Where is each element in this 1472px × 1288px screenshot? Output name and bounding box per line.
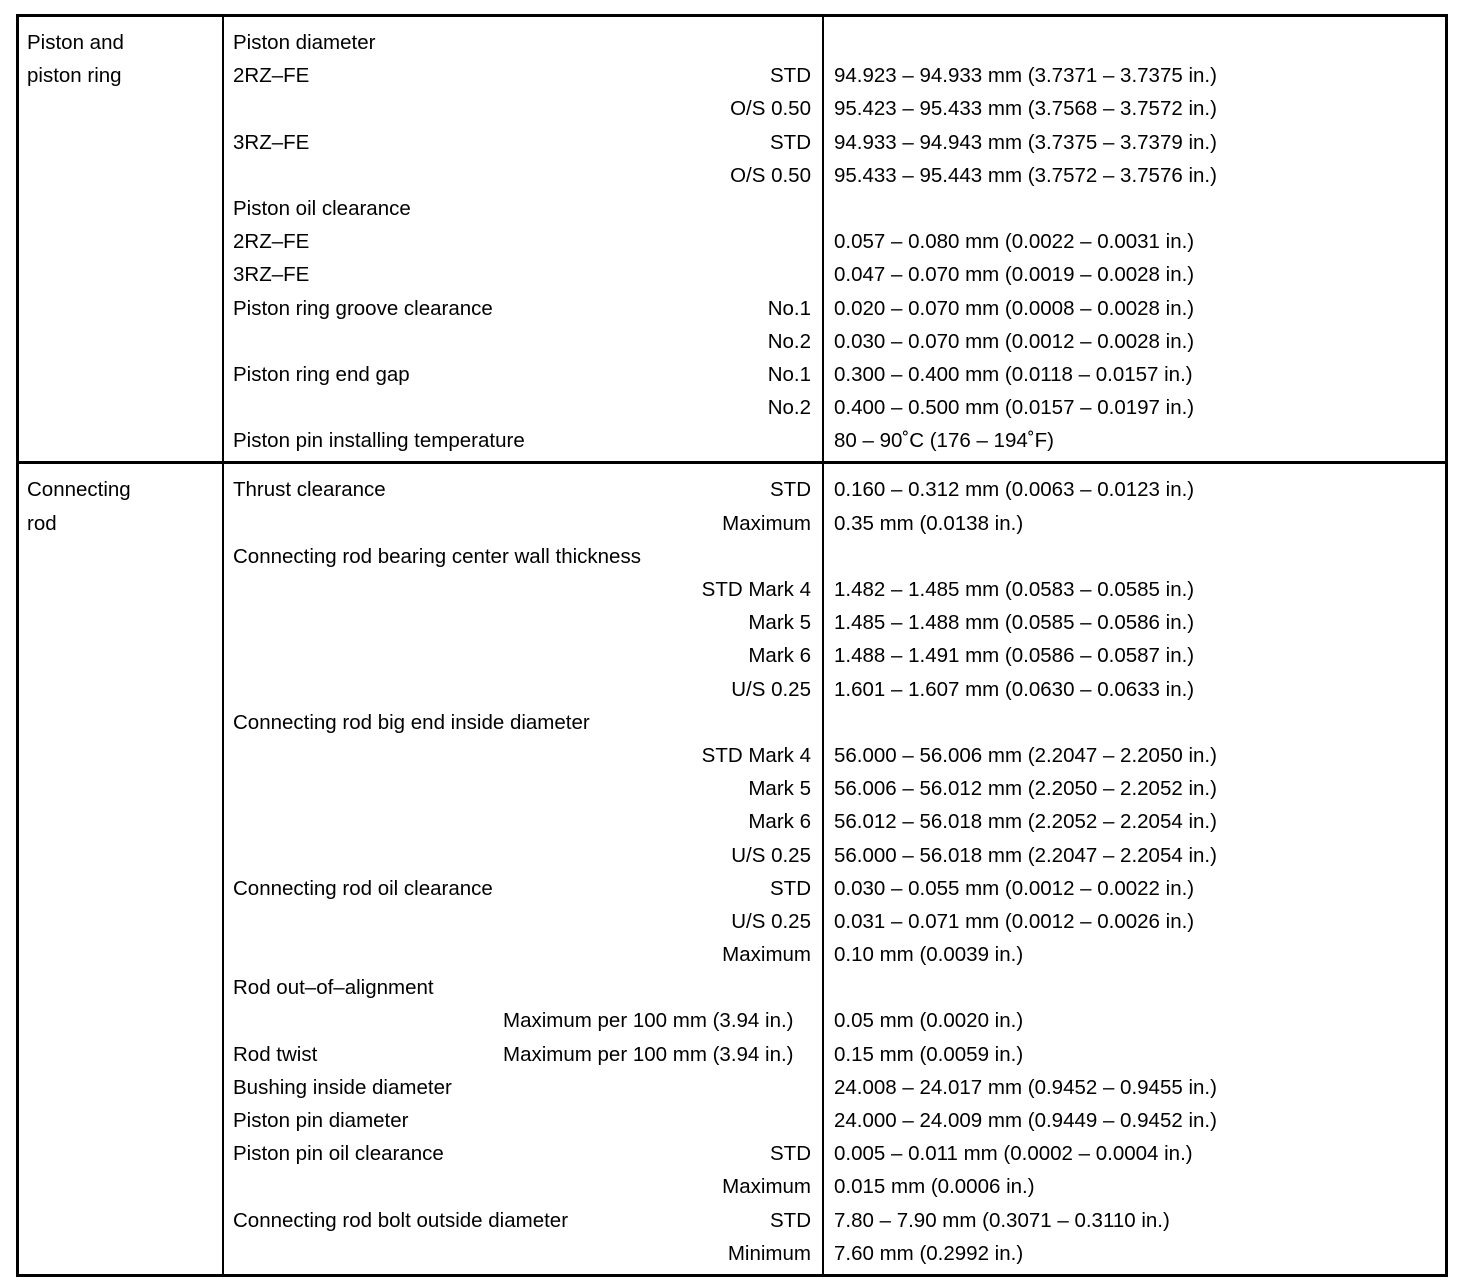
spec-value: 0.020 – 0.070 mm (0.0008 – 0.0028 in.) bbox=[834, 296, 1195, 320]
spec-item-line bbox=[224, 1204, 822, 1237]
spec-condition: Maximum per 100 mm (3.94 in.) bbox=[503, 1042, 794, 1066]
section-row bbox=[18, 16, 1447, 463]
spec-condition: STD bbox=[770, 130, 811, 154]
spec-value: 24.000 – 24.009 mm (0.9449 – 0.9452 in.) bbox=[834, 1109, 1217, 1132]
spec-condition: Maximum per 100 mm (3.94 in.) bbox=[503, 1009, 794, 1033]
spec-label: 3RZ–FE bbox=[233, 263, 310, 287]
spec-item-line bbox=[224, 938, 822, 971]
spec-label: Rod out–of–alignment bbox=[233, 976, 434, 1000]
spec-item-line bbox=[224, 573, 822, 606]
spec-value: 80 – 90˚C (176 – 194˚F) bbox=[834, 429, 1054, 453]
spec-condition: U/S 0.25 bbox=[731, 677, 811, 701]
spec-item-line bbox=[224, 325, 822, 358]
spec-label: 2RZ–FE bbox=[233, 64, 310, 88]
spec-condition: Maximum bbox=[722, 1175, 811, 1199]
spec-item-line bbox=[224, 292, 822, 325]
spec-item-line bbox=[224, 358, 822, 391]
spec-condition: U/S 0.25 bbox=[731, 843, 811, 867]
spec-condition: STD Mark 4 bbox=[701, 578, 811, 601]
spec-label: Piston pin installing temperature bbox=[233, 429, 525, 453]
spec-label: Connecting rod oil clearance bbox=[233, 876, 493, 900]
spec-value: 56.012 – 56.018 mm (2.2052 – 2.2054 in.) bbox=[834, 810, 1217, 834]
spec-item-line bbox=[224, 706, 822, 739]
spec-item-cell bbox=[223, 463, 823, 1276]
spec-item-line bbox=[224, 507, 822, 540]
spec-value: 0.030 – 0.070 mm (0.0012 – 0.0028 in.) bbox=[834, 329, 1195, 353]
spec-item-line bbox=[224, 473, 822, 506]
spec-condition: No.1 bbox=[767, 296, 811, 320]
spec-value: 95.423 – 95.433 mm (3.7568 – 3.7572 in.) bbox=[834, 97, 1217, 121]
spec-value: 0.10 mm (0.0039 in.) bbox=[834, 943, 1024, 967]
spec-item-line bbox=[224, 872, 822, 905]
spec-condition: STD bbox=[770, 876, 811, 900]
spec-value bbox=[824, 706, 1445, 739]
section-title-cell bbox=[18, 16, 224, 463]
spec-label: Thrust clearance bbox=[233, 478, 386, 502]
spec-label: Piston pin diameter bbox=[233, 1109, 409, 1132]
section-title-line: Piston and bbox=[27, 31, 124, 54]
spec-item-line bbox=[224, 1137, 822, 1170]
spec-value: 94.923 – 94.933 mm (3.7371 – 3.7375 in.) bbox=[834, 64, 1217, 88]
spec-item-line bbox=[224, 1071, 822, 1104]
spec-label: Rod twist bbox=[233, 1042, 318, 1066]
spec-condition: STD bbox=[770, 64, 811, 88]
spec-value-cell bbox=[823, 16, 1447, 463]
spec-condition: STD bbox=[770, 478, 811, 502]
spec-condition: No.1 bbox=[767, 362, 811, 386]
spec-item-line bbox=[224, 772, 822, 805]
spec-item-line bbox=[224, 1104, 822, 1137]
spec-item-line bbox=[224, 905, 822, 938]
spec-item-line bbox=[224, 92, 822, 125]
spec-value: 0.030 – 0.055 mm (0.0012 – 0.0022 in.) bbox=[834, 876, 1195, 900]
spec-value: 0.300 – 0.400 mm (0.0118 – 0.0157 in.) bbox=[834, 362, 1193, 386]
spec-value: 7.80 – 7.90 mm (0.3071 – 0.3110 in.) bbox=[834, 1208, 1170, 1232]
spec-value: 0.35 mm (0.0138 in.) bbox=[834, 511, 1024, 535]
spec-value: 0.005 – 0.011 mm (0.0002 – 0.0004 in.) bbox=[834, 1142, 1193, 1166]
spec-condition: STD Mark 4 bbox=[701, 743, 811, 767]
spec-condition: STD bbox=[770, 1208, 811, 1232]
spec-value: 0.400 – 0.500 mm (0.0157 – 0.0197 in.) bbox=[834, 396, 1195, 420]
spec-table bbox=[16, 14, 1448, 1277]
spec-condition: Mark 6 bbox=[748, 644, 811, 668]
spec-condition: No.2 bbox=[767, 396, 811, 420]
spec-value: 0.015 mm (0.0006 in.) bbox=[834, 1175, 1035, 1199]
spec-item-line bbox=[224, 805, 822, 838]
spec-item-line bbox=[224, 971, 822, 1004]
spec-item-line bbox=[224, 673, 822, 706]
spec-item-line bbox=[224, 606, 822, 639]
spec-item-line bbox=[224, 126, 822, 159]
spec-value: 1.601 – 1.607 mm (0.0630 – 0.0633 in.) bbox=[834, 677, 1195, 701]
spec-condition: Maximum bbox=[722, 511, 811, 535]
spec-condition: Maximum bbox=[722, 943, 811, 967]
spec-label: Piston oil clearance bbox=[233, 196, 411, 220]
spec-condition: STD bbox=[770, 1142, 811, 1166]
spec-item-line bbox=[224, 540, 822, 573]
spec-value-cell bbox=[823, 463, 1447, 1276]
spec-value: 7.60 mm (0.2992 in.) bbox=[834, 1241, 1024, 1265]
section-row bbox=[18, 463, 1447, 1276]
spec-value bbox=[824, 192, 1445, 225]
spec-value: 56.006 – 56.012 mm (2.2050 – 2.2052 in.) bbox=[834, 777, 1217, 801]
spec-label: Bushing inside diameter bbox=[233, 1075, 452, 1099]
spec-item-line bbox=[224, 59, 822, 92]
spec-value: 56.000 – 56.006 mm (2.2047 – 2.2050 in.) bbox=[834, 743, 1217, 767]
spec-value: 24.008 – 24.017 mm (0.9452 – 0.9455 in.) bbox=[834, 1075, 1217, 1099]
spec-item-line bbox=[224, 159, 822, 192]
spec-value: 0.15 mm (0.0059 in.) bbox=[834, 1042, 1024, 1066]
spec-condition: O/S 0.50 bbox=[730, 163, 811, 187]
spec-value: 0.047 – 0.070 mm (0.0019 – 0.0028 in.) bbox=[834, 263, 1195, 287]
spec-value: 1.482 – 1.485 mm (0.0583 – 0.0585 in.) bbox=[834, 578, 1195, 601]
spec-condition: No.2 bbox=[767, 329, 811, 353]
spec-value: 1.485 – 1.488 mm (0.0585 – 0.0586 in.) bbox=[834, 611, 1195, 635]
spec-item-line bbox=[224, 26, 822, 59]
spec-item-line bbox=[224, 391, 822, 424]
spec-condition: Minimum bbox=[727, 1241, 811, 1265]
spec-condition: Mark 6 bbox=[748, 810, 811, 834]
spec-item-line bbox=[224, 225, 822, 258]
spec-table-body bbox=[18, 16, 1447, 1276]
spec-value: 0.05 mm (0.0020 in.) bbox=[834, 1009, 1024, 1033]
spec-label: Piston diameter bbox=[233, 31, 376, 54]
spec-condition: U/S 0.25 bbox=[731, 909, 811, 933]
spec-item-line bbox=[224, 639, 822, 672]
spec-label: Piston ring groove clearance bbox=[233, 296, 493, 320]
spec-value: 0.057 – 0.080 mm (0.0022 – 0.0031 in.) bbox=[834, 230, 1195, 254]
spec-condition: Mark 5 bbox=[748, 611, 811, 635]
spec-label: Connecting rod bolt outside diameter bbox=[233, 1208, 569, 1232]
spec-item-line bbox=[224, 839, 822, 872]
spec-value: 1.488 – 1.491 mm (0.0586 – 0.0587 in.) bbox=[834, 644, 1195, 668]
spec-condition: Mark 5 bbox=[748, 777, 811, 801]
spec-item-line bbox=[224, 258, 822, 291]
spec-item-line bbox=[224, 1237, 822, 1270]
spec-item-line bbox=[224, 1038, 822, 1071]
spec-value: 56.000 – 56.018 mm (2.2047 – 2.2054 in.) bbox=[834, 843, 1217, 867]
spec-item-line bbox=[224, 1004, 822, 1037]
spec-item-cell bbox=[223, 16, 823, 463]
spec-label: Piston pin oil clearance bbox=[233, 1142, 444, 1166]
spec-item-line bbox=[224, 192, 822, 225]
spec-label: Connecting rod big end inside diameter bbox=[233, 710, 590, 734]
spec-value: 0.160 – 0.312 mm (0.0063 – 0.0123 in.) bbox=[834, 478, 1195, 502]
section-title-line: piston ring bbox=[27, 64, 122, 88]
section-title-cell bbox=[18, 463, 224, 1276]
spec-label: 3RZ–FE bbox=[233, 130, 310, 154]
spec-label: 2RZ–FE bbox=[233, 230, 310, 254]
spec-value: 0.031 – 0.071 mm (0.0012 – 0.0026 in.) bbox=[834, 909, 1195, 933]
spec-value: 94.933 – 94.943 mm (3.7375 – 3.7379 in.) bbox=[834, 130, 1217, 154]
spec-value bbox=[824, 971, 1445, 1004]
spec-value bbox=[824, 540, 1445, 573]
section-title-line: rod bbox=[27, 511, 57, 535]
spec-label: Piston ring end gap bbox=[233, 362, 410, 386]
spec-item-line bbox=[224, 739, 822, 772]
spec-value bbox=[824, 26, 1445, 59]
spec-value: 95.433 – 95.443 mm (3.7572 – 3.7576 in.) bbox=[834, 163, 1217, 187]
spec-label: Connecting rod bearing center wall thickness bbox=[233, 544, 641, 568]
spec-item-line bbox=[224, 1170, 822, 1203]
spec-item-line bbox=[224, 424, 822, 457]
spec-condition: O/S 0.50 bbox=[730, 97, 811, 121]
section-title-line: Connecting bbox=[27, 478, 131, 502]
